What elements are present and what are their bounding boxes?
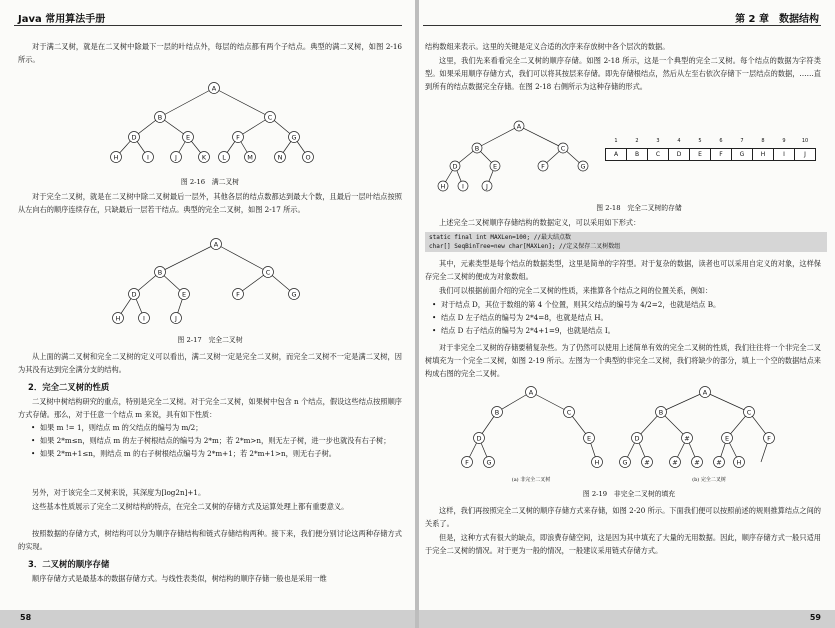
tree-node-label: F: [236, 290, 240, 299]
tree-node-label: A: [702, 388, 708, 397]
list-item: • 对于结点 D，其位于数组的第 4 个位置，则其父结点的编号为 4/2=2，也就是结点 B。: [429, 298, 821, 311]
tree-node-label: A: [516, 122, 522, 131]
list-item: • 结点 D 左子结点的编号为 2*4=8，也就是结点 H。: [429, 311, 821, 324]
tree-node-label: H: [440, 182, 446, 191]
array-cell: I: [773, 148, 795, 161]
paragraph: 对于完全二叉树，就是在二叉树中除二叉树最后一层外，其他各层的结点数都达到最大个数，且最后一层叶结点按照从左向右的顺序连续存在，只缺最后一层若干结点。典型的完全二叉树，如图 2-17 所示。: [18, 192, 402, 214]
tree-node-label: D: [476, 434, 482, 443]
bullet-list: [28, 421, 402, 460]
subfigure-label: (b) 完全二叉树: [692, 477, 726, 483]
code-line: static final int MAXLen=100; //最大结点数: [429, 234, 571, 241]
tree-node-label: C: [566, 408, 572, 417]
tree-node-label: H: [113, 153, 119, 162]
array-cell: D: [668, 148, 690, 161]
tree-node-label: G: [486, 458, 492, 467]
tree-node-label: G: [580, 162, 586, 171]
left-page: [0, 0, 415, 628]
left-running-header: Java 常用算法手册: [18, 14, 106, 25]
array-cell: C: [647, 148, 669, 161]
array-cell: A: [605, 148, 627, 161]
tree-node-label: C: [746, 408, 752, 417]
page-footer-band: [0, 610, 415, 628]
list-item: • 如果 2*m+1≤n，则结点 m 的右子树根结点编号为 2*m+1；若 2*m+1>n，则无右子树。: [28, 447, 402, 460]
tree-node-label: M: [247, 153, 253, 162]
array-cell: G: [731, 148, 753, 161]
paragraph: 按照数据的存储方式，树结构可以分为顺序存储结构和链式存储结构两种。接下来，我们便分别讨论这两种存储方式的实现。: [18, 529, 402, 551]
tree-node-label: K: [201, 153, 207, 162]
page-number: 58: [20, 613, 32, 622]
paragraph: 二叉树中树结构研究的重点，特别是完全二叉树。对于完全二叉树，如果树中包含 n 个结点，假设这些结点按照顺序方式存储。那么，对于任意一个结点 m 来说，具有如下性质：: [18, 397, 402, 419]
tree-node-label: D: [131, 133, 137, 142]
paragraph: 上述完全二叉树顺序存储结构的数据定义，可以采用如下形式：: [439, 218, 641, 227]
tree-node-label: H: [736, 458, 742, 467]
tree-node-label: D: [452, 162, 458, 171]
figure-2-17-complete-binary-tree: [100, 236, 330, 330]
page-number: 59: [809, 613, 821, 622]
paragraph: 对于非完全二叉树的存储要稍复杂些。为了仍然可以使用上述简单有效的完全二叉树的性质，我们往往将一个非完全二叉树填充为一个完全二叉树，如图 2-19 所示。左图为一个典型的非完全二叉树，我们将缺少的部分，填上一个空的数据结点来构成右图的完全二叉树。: [425, 343, 821, 378]
figure-2-16-full-binary-tree: [98, 80, 328, 172]
tree-node-label: B: [658, 408, 664, 417]
figure-2-18-tree: [433, 118, 605, 196]
tree-node-label: E: [492, 162, 498, 171]
header-rule: [423, 25, 821, 26]
figure-caption: 图 2-17 完全二叉树: [177, 336, 243, 344]
tree-node-label: I: [147, 153, 149, 162]
paragraph: 我们可以根据前面介绍的完全二叉树的性质，来推算各个结点之间的位置关系，例如：: [439, 286, 713, 295]
tree-node-label: E: [185, 133, 191, 142]
tree-node-label: J: [175, 153, 177, 162]
paragraph: 从上面的满二叉树和完全二叉树的定义可以看出，满二叉树一定是完全二叉树，而完全二叉树不一定是满二叉树，因为其没有达到完全满分支的结构。: [18, 352, 402, 374]
list-item: • 结点 D 右子结点的编号为 2*4+1=9，也就是结点 I。: [429, 324, 821, 337]
tree-node-label: D: [634, 434, 640, 443]
paragraph: 这样，我们再按照完全二叉树的顺序存储方式来存储，如图 2-20 所示。下面我们便可以按照前述的规则推算结点之间的关系了。: [425, 506, 821, 528]
tree-node-label: J: [486, 182, 488, 191]
tree-node-label: E: [586, 434, 592, 443]
tree-node-label: #: [684, 434, 690, 443]
tree-node-label: I: [143, 314, 145, 323]
tree-node-label: #: [716, 458, 722, 467]
array-index: 7: [740, 138, 744, 144]
tree-node-label: B: [494, 408, 500, 417]
tree-node-label: F: [236, 133, 240, 142]
array-index: 4: [677, 138, 681, 144]
array-cell: H: [752, 148, 774, 161]
array-index: 2: [635, 138, 639, 144]
array-index: 10: [801, 138, 809, 144]
paragraph: 另外，对于该完全二叉树来说，其深度为[log2n]+1。: [32, 488, 206, 497]
code-block: [425, 232, 827, 252]
tree-node-label: E: [724, 434, 730, 443]
tree-node-label: F: [767, 434, 771, 443]
tree-node-label: B: [157, 268, 163, 277]
array-cell: J: [794, 148, 816, 161]
code-line: char[] SeqBinTree=new char[MAXLen]; //定义保存二叉树数组: [429, 243, 621, 250]
tree-node-label: C: [267, 113, 273, 122]
tree-node-label: B: [157, 113, 163, 122]
tree-node-label: D: [131, 290, 137, 299]
tree-node-label: #: [672, 458, 678, 467]
right-page: [419, 0, 835, 628]
section-heading: 3．二叉树的顺序存储: [28, 559, 110, 569]
tree-node-label: A: [211, 84, 217, 93]
tree-node-label: F: [465, 458, 469, 467]
figure-caption: 图 2-18 完全二叉树的存储: [596, 204, 682, 212]
header-rule: [14, 25, 402, 26]
array-index: 5: [698, 138, 702, 144]
list-item: • 如果 2*m≤n，则结点 m 的左子树根结点的编号为 2*m；若 2*m>n，则无左子树，进一步也就没有右子树；: [28, 434, 402, 447]
array-index: 6: [719, 138, 723, 144]
tree-node-label: #: [694, 458, 700, 467]
section-heading: 2．完全二叉树的性质: [28, 382, 110, 392]
sequential-storage-array: [605, 138, 825, 166]
tree-node-label: J: [175, 314, 177, 323]
subfigure-label: (a) 非完全二叉树: [511, 477, 551, 483]
tree-node-label: E: [181, 290, 187, 299]
tree-node-label: L: [222, 153, 226, 162]
paragraph: 结构数组来表示。这里的关键是定义合适的次序来存放树中各个层次的数据。: [425, 42, 670, 51]
paragraph: 顺序存储方式是最基本的数据存储方式。与线性表类似，树结构的顺序存储一般也是采用一维: [32, 574, 327, 583]
array-cell: E: [689, 148, 711, 161]
paragraph: 这里，我们先来看看完全二叉树的顺序存储。如图 2-18 所示，这是一个典型的完全二叉树。每个结点的数据为字符类型。如果采用顺序存储方式，我们可以将其按层来存储。即先存储根结点，然后从左至右依次存储下一层结点的数据，……直到所有的结点数据完全存储。在图 2-18 右侧所示为这种存储的形式。: [425, 56, 821, 91]
tree-node-label: C: [560, 144, 566, 153]
tree-node-label: H: [594, 458, 600, 467]
tree-node-label: G: [622, 458, 628, 467]
array-index: 8: [761, 138, 765, 144]
tree-node-label: I: [462, 182, 464, 191]
array-index: 9: [782, 138, 786, 144]
tree-node-label: H: [115, 314, 121, 323]
array-cell: B: [626, 148, 648, 161]
tree-node-label: N: [277, 153, 283, 162]
paragraph: 这些基本性质展示了完全二叉树结构的特点，在完全二叉树的存储方式及运算处理上都有重要意义。: [32, 502, 349, 511]
tree-node-label: #: [644, 458, 650, 467]
figure-2-19-filled-complete-tree: [615, 384, 791, 484]
list-item: • 如果 m != 1，则结点 m 的父结点的编号为 m/2；: [28, 421, 402, 434]
tree-node-label: G: [291, 290, 297, 299]
array-index: 3: [656, 138, 660, 144]
paragraph: 对于满二叉树，就是在二叉树中除最下一层的叶结点外，每层的结点都有两个子结点。典型的满二叉树，如图 2-16 所示。: [18, 42, 402, 64]
figure-caption: 图 2-16 满二叉树: [180, 178, 240, 186]
right-running-header: 第 2 章 数据结构: [735, 14, 819, 25]
tree-node-label: A: [528, 388, 534, 397]
tree-node-label: G: [291, 133, 297, 142]
tree-node-label: A: [213, 240, 219, 249]
figure-caption: 图 2-19 非完全二叉树的填充: [582, 490, 676, 498]
tree-node-label: B: [474, 144, 480, 153]
paragraph: 但是，这种方式有很大的缺点，即浪费存储空间，这是因为其中填充了大量的无用数据。因此，顺序存储方式一般只适用于完全二叉树的情况。对于更为一般的情况，一般建议采用链式存储方式。: [425, 533, 821, 555]
tree-node-label: O: [305, 153, 311, 162]
tree-node-label: C: [265, 268, 271, 277]
paragraph: 其中，元素类型是每个结点的数据类型，这里是简单的字符型。对于复杂的数据，读者也可以采用自定义的对象，这样保存完全二叉树的便成为对象数组。: [425, 259, 821, 281]
array-cell: F: [710, 148, 732, 161]
page-footer-band: [419, 610, 835, 628]
tree-node-label: F: [541, 162, 545, 171]
bullet-list: [429, 298, 821, 337]
array-index: 1: [614, 138, 618, 144]
figure-2-19-non-complete-tree: [459, 384, 609, 484]
